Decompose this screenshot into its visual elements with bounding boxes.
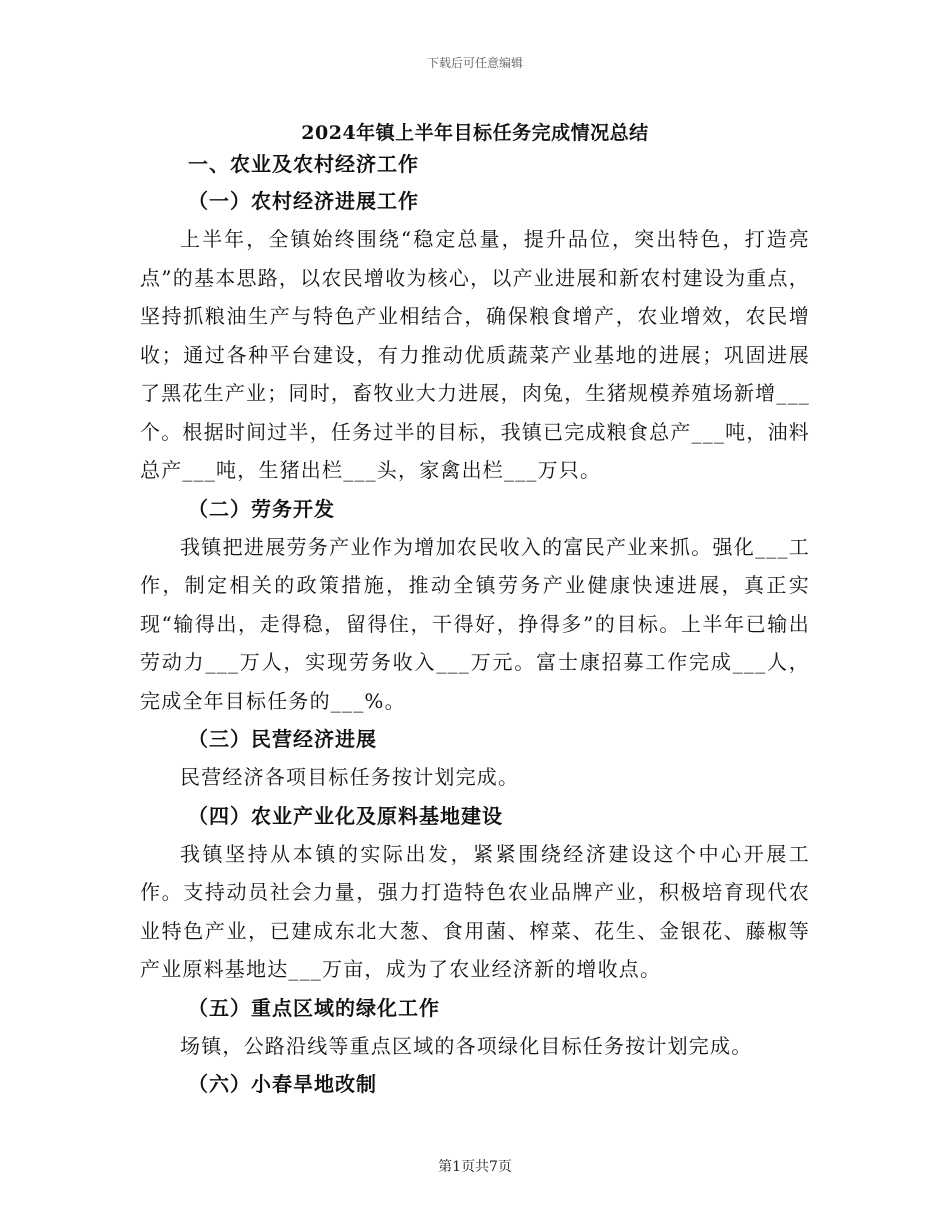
paragraph-greening: 场镇，公路沿线等重点区域的各项绿化目标任务按计划完成。: [180, 1033, 753, 1058]
page-number: 第1页共7页: [438, 1159, 512, 1175]
section-heading-agriculture: 一、农业及农村经济工作: [188, 152, 419, 176]
subheading-greening: （五）重点区域的绿化工作: [188, 995, 440, 1020]
page-header-note: 下载后可任意编辑: [426, 56, 523, 70]
subheading-industrialization: （四）农业产业化及原料基地建设: [188, 803, 503, 828]
subheading-private-economy: （三）民营经济进展: [188, 727, 377, 751]
paragraph-labor-development: 我镇把进展劳务产业作为增加农民收入的富民产业来抓。强化___工作，制定相关的政策措施，推动全镇劳务产业健康快速进展，真正实现“输得出，走得稳，留得住，干得好，挣得多”的目标。上半年已输出劳动力___万人，实现劳务收入___万元。富士康招募工作完成___人，完成全年目标任务的___%。: [140, 534, 810, 713]
paragraph-industrialization: 我镇坚持从本镇的实际出发，紧紧围绕经济建设这个中心开展工作。支持动员社会力量，强力打造特色农业品牌产业，积极培育现代农业特色产业，已建成东北大葱、食用菌、榨菜、花生、金银花、藤椒等产业原料基地达___万亩，成为了农业经济新的增收点。: [140, 841, 810, 981]
subheading-labor-development: （二）劳务开发: [188, 496, 335, 521]
document-title: 2024年镇上半年目标任务完成情况总结: [301, 122, 649, 144]
paragraph-rural-economy: 上半年，全镇始终围绕“稳定总量，提升品位，突出特色，打造亮点”的基本思路，以农民增收为核心，以产业进展和新农村建设为重点，坚持抓粮油生产与特色产业相结合，确保粮食增产，农业增效，农民增收；通过各种平台建设，有力推动优质蔬菜产业基地的进展；巩固进展了黑花生产业；同时，畜牧业大力进展，肉兔，生猪规模养殖场新增___个。根据时间过半，任务过半的目标，我镇已完成粮食总产___吨，油料总产___吨，生猪出栏___头，家禽出栏___万只。: [140, 227, 810, 482]
subheading-dryland-reform: （六）小春旱地改制: [188, 1072, 377, 1096]
document-body: [140, 146, 810, 1103]
paragraph-private-economy: 民营经济各项目标任务按计划完成。: [180, 765, 520, 789]
subheading-rural-economy: （一）农村经济进展工作: [188, 189, 419, 213]
